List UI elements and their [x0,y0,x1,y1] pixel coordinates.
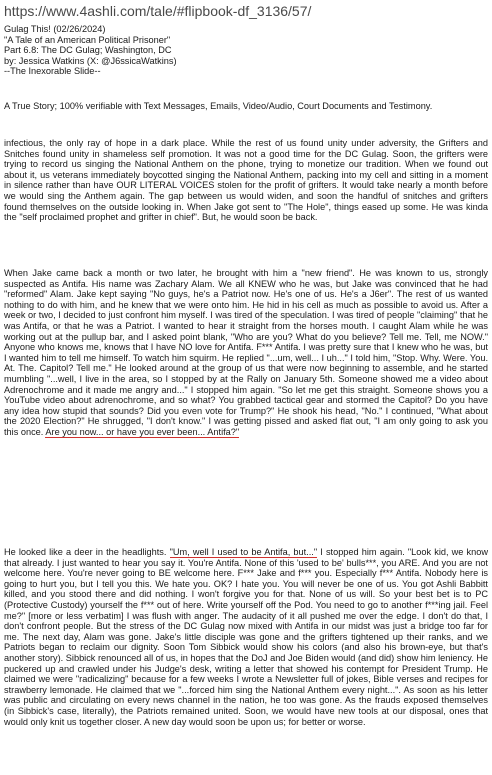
paragraph-3-text: I stopped him again. "Look kid, we know that already. I just wanted to hear you say it. You're Antifa. None of this 'used to be' bulls***, you ARE. And you are not welcome here. You're never going to BE welcome here. F*** Jake and f*** you. Especially f*** Antifa. Nobody here is going to hurt you, but I tell you this. We hate you. OK? I hate you. You will never be one of us. You got Ashli Babbitt killed, and you stood there and did nothing. I won't forgive you for that. None of us will. So your best bet is to PC (Protective Custody) yourself the f*** out of here. Write yourself off the Pod. You need to go to another f***ing jail. Feel me?" [more or less verbatim] I was flush with anger. The audacity of it all pushed me over the edge. I don't do that, I don't confront people. But the stress of the DC Gulag now mixed with Antifa in our midst was just a bridge too far for me. The next day, Alam was gone. Jake's little disciple was gone and the grifters tightened up their ranks, and we Patriots began to reclaim our dignity. Soon Tom Sibbick would show his colors (and also his brown-eye, but that's another story). Sibbick renounced all of us, in hopes that the DoJ and Joe Biden would (and did) show him leniency. He puckered up and crawled under his Judge's desk, writing a letter that showed his contempt for President Trump. He claimed we were "radicalizing" because for a few weeks I wrote a Newsletter full of jokes, Bible verses and recipes for strawberry lemonade. He claimed that we "...forced him sing the National Anthem every night...". As soon as his letter was public and circulating on every news channel in the nation, he too was gone. As the frauds exposed themselves (in Sibbick's case, literally), the Patriots remained united. Soon, we would have new tools at our disposal, ones that would only knit us together closer. A new day would soon be upon us; for better or worse. [4,547,488,727]
header-author: by: Jessica Watkins (X: @J6ssicaWatkins) [4,55,177,66]
highlighted-question: Are you now... or have you ever been... Antifa?" [45,426,240,437]
paragraph-2 [4,268,488,438]
paragraph-3-lead: He looked like a deer in the headlights. [4,547,170,557]
page-url: https://www.4ashli.com/tale/#flipbook-df_3136/57/ [4,3,312,19]
paragraph-1: infectious, the only ray of hope in a dark place. While the rest of us found unity under adversity, the Grifters and Snitches found unity in shameless self promotion. It was not a good time for the DC Gulag. Soon, the grifters were trying to record us singing the National Anthem on the phone, trying to monetize our tradition. When we found out about it, us veterans immediately boycotted singing the National Anthem, packing into my cell and sitting in a moment in silence rather than have OUR LITERAL VOICES stolen for the profit of grifters. It would take nearly a month before we would sing the Anthem again. The gap between us would widen, and soon the handful of snitches and grifters found themselves on the outside looking in. When Jake got sent to "The Hole", things eased up some. He was kinda the "self proclaimed prophet and grifter in chief". But, he would soon be back. [4,138,488,223]
header-part: Part 6.8: The DC Gulag; Washington, DC [4,45,172,56]
header-chapter: --The Inexorable Slide-- [4,66,101,77]
header-title: Gulag This! (02/26/2024) [4,24,106,34]
highlighted-answer: "Um, well I used to be Antifa, but..." [169,547,318,557]
intro-note: A True Story; 100% verifiable with Text Messages, Emails, Video/Audio, Court Documents and Testimony. [4,101,433,111]
paragraph-3 [4,547,488,727]
story-header [4,24,488,77]
header-series: "A Tale of an American Political Prisoner" [4,34,171,45]
paragraph-2-text: When Jake came back a month or two later, he brought with him a "new friend". He was known to us, strongly suspected as Antifa. His name was Zachary Alam. We all KNEW who he was, but Jake was convinced that he had "reformed" Alam. Jake kept saying "No guys, he's a Patriot now. He's one of us. He's a J6er". The rest of us wanted nothing to do with him, and he knew that we were onto him. He hid in his cell as much as possible to avoid us. After a week or two, I decided to just confront him myself. I was tired of the speculation. I was tired of people "claiming" that he was Antifa, or that he was a Patriot. I wanted to hear it straight from the horses mouth. I caught Alam while he was working out at the pullup bar, and I asked point blank, "Who are you? What do you believe? Tell me. Tell, me NOW." Anyone who knows me, knows that I have NO love for Antifa. F*** Antifa. I was pretty sure that I knew who he was, but I wanted him to tell me himself. To watch him squirm. He replied "...um, well... I uh..." I told him, "Stop. Why. Were. You. At. The. Capitol? Tell me." He looked around at the group of us that were now beginning to assemble, and he started mumbling "...well, I live in the area, so I stopped by at the Rally on January 5th. Someone showed me a video about Adrenochrome and it made me angry and..." I stopped him again. "So let me get this straight. Someone shows you a YouTube video about adrenochrome, and so what? You grabbed tactical gear and stormed the Capitol? Do you have any idea how stupid that sounds? Did you even vote for Trump?" He shook his head, "No." I continued, "What about the 2020 Election?" He shrugged, "I don't know." I was getting pissed and asked flat out, "I am only going to ask you this once. [4,268,488,437]
